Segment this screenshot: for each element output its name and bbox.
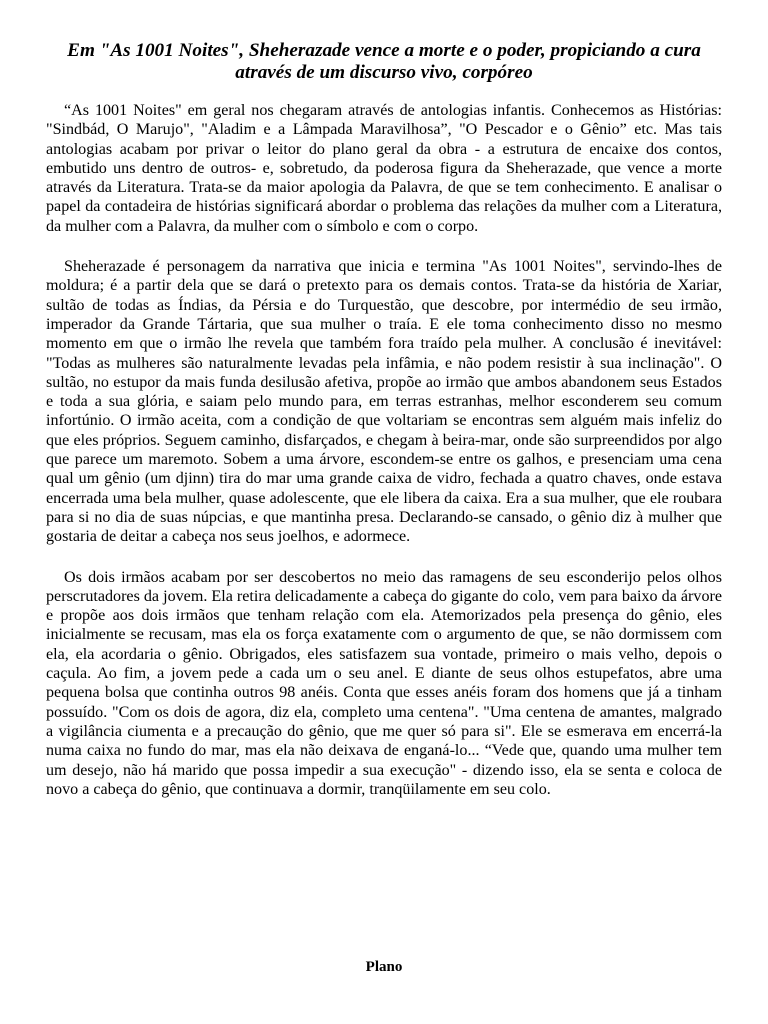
section-heading-plano: Plano bbox=[365, 959, 403, 975]
paragraph-sheherazade-story: Sheherazade é personagem da narrativa que inicia e termina "As 1001 Noites", servindo-lhes de moldura; é a partir dela que se dará o pretexto para os demais contos. Trata-se da história de Xariar, sultão de todas as Índias, da Pérsia e do Turquestão, que descobre, por intermédio de seu irmão, imperador da Grande Tártaria, que sua mulher o traía. E ele toma conhecimento disso no mesmo momento em que o irmão lhe revela que também fora traído pela mulher. A conclusão é inevitável: "Todas as mulheres são naturalmente levadas pela infâmia, e não podem resistir à sua inclinação". O sultão, no estupor da mais funda desilusão afetiva, propõe ao irmão que ambos abandonem seus Estados e toda a sua glória, e saiam pelo mundo para, em terras estranhas, melhor esconderem seu comum infortúnio. O irmão aceita, com a condição de que voltariam se encontras sem alguém mais infeliz do que eles próprios. Seguem caminho, disfarçados, e chegam à beira-mar, onde são surpreendidos por algo que parece um maremoto. Sobem a uma árvore, escondem-se entre os galhos, e presenciam uma cena qual um gênio (um djinn) tira do mar uma grande caixa de vidro, fechada a quatro chaves, onde estava encerrada uma bela mulher, quase adolescente, que ele libera da caixa. Era a sua mulher, que ele roubara para si no dia de suas núpcias, e que mantinha presa. Declarando-se cansado, o gênio diz à mulher que gostaria de deitar a cabeça nos seus joelhos, e adormece. bbox=[46, 258, 722, 546]
document-title: Em "As 1001 Noites", Sheherazade vence a morte e o poder, propiciando a cura através de um discurso vivo, corpóreo bbox=[67, 40, 701, 83]
paragraph-brothers-discovered: Os dois irmãos acabam por ser descobertos no meio das ramagens de seu esconderijo pelos olhos perscrutadores da jovem. Ela retira delicadamente a cabeça do gigante do colo, vem para baixo da árvore e propõe aos dois irmãos que tenham relação com ela. Atemorizados pela presença do gênio, eles inicialmente se recusam, mas ela os força exatamente com o argumento de que, se não dormissem com ela, ela acordaria o gênio. Obrigados, eles satisfazem sua vontade, primeiro o mais velho, depois o caçula. Ao fim, a jovem pede a cada um o seu anel. E diante de seus olhos estupefatos, abre uma pequena bolsa que continha outros 98 anéis. Conta que esses anéis foram dos homens que já a tinham possuído. "Com os dois de agora, diz ela, completo uma centena". "Uma centena de amantes, malgrado a vigilância ciumenta e a precaução do gênio, que me quer só para si". Ele se esmerava em encerrá-la numa caixa no fundo do mar, mas ela não deixava de enganá-lo... “Vede que, quando uma mulher tem um desejo, não há marido que possa impedir a sua execução" - dizendo isso, ela se senta e coloca de novo a cabeça do gênio, que continuava a dormir, tranqüilamente em seu colo. bbox=[46, 568, 722, 798]
document-page bbox=[46, 40, 722, 820]
paragraph-intro: “As 1001 Noites" em geral nos chegaram através de antologias infantis. Conhecemos as Histórias: "Sindbád, O Marujo", "Aladim e a Lâmpada Maravilhosa”, "O Pescador e o Gênio” etc. Mas tais antologias acabam por privar o leitor do plano geral da obra - a estrutura de encaixe dos contos, embutido uns dentro de outros- e, sobretudo, da poderosa figura da Sheherazade, que vence a morte através da Literatura. Trata-se da maior apologia da Palavra, de que se tem conhecimento. E analisar o papel da contadeira de histórias significará abordar o problema das relações da mulher com a Literatura, da mulher com a Palavra, da mulher com o símbolo e com o corpo. bbox=[46, 102, 722, 235]
